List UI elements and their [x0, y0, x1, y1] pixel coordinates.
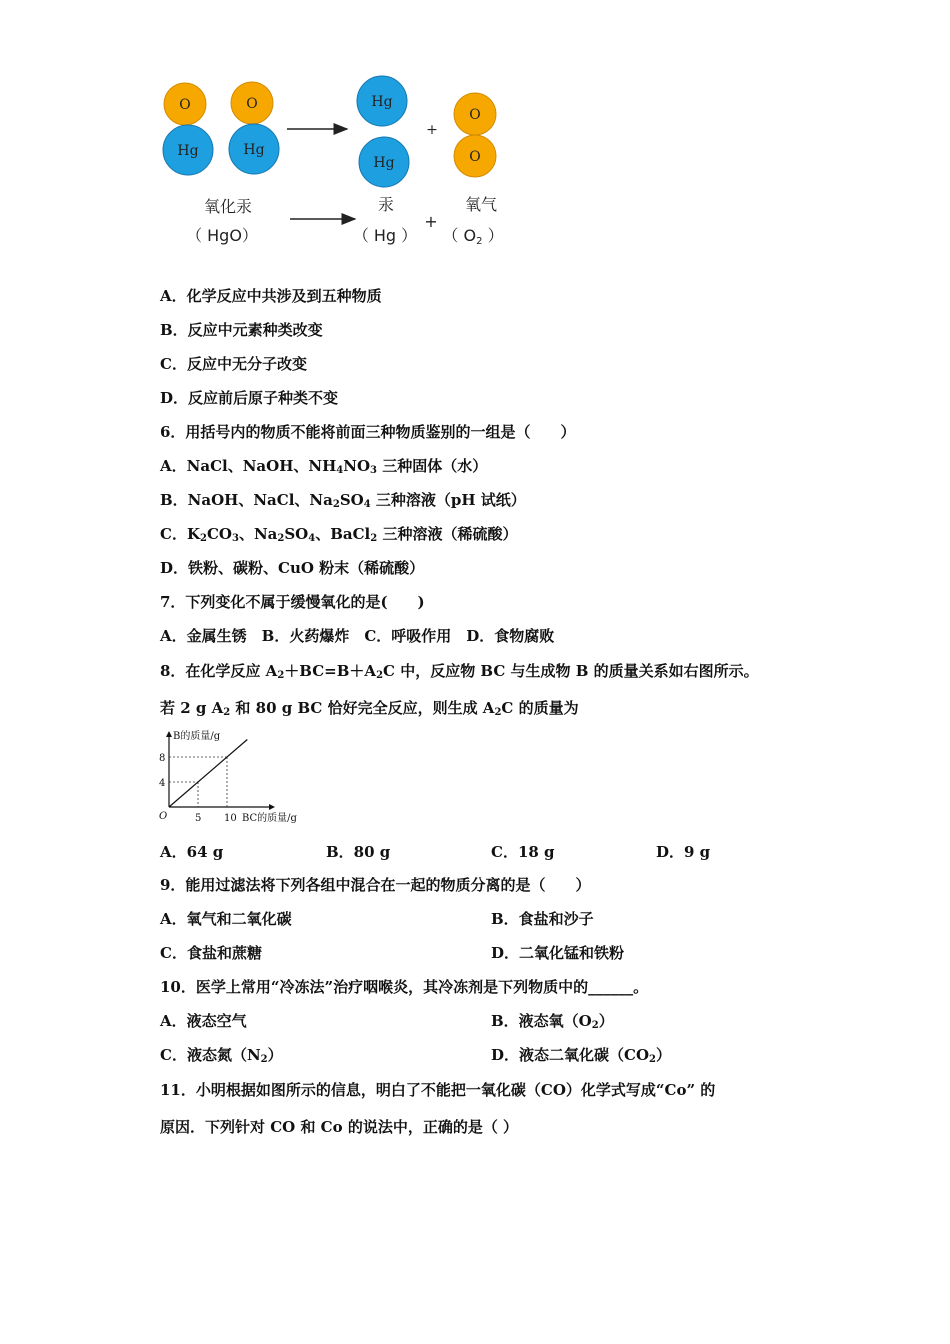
atom-label-hg: Hg	[373, 155, 395, 171]
q5-option-a: A．化学反应中共涉及到五种物质	[160, 287, 382, 305]
q8-stem-line1: 8．在化学反应 $A_2+BC=B+A_2C$ 中，反应物 BC 与生成物 B 的质量关系如右图所示。	[160, 662, 759, 681]
label-hgo-formula: （ HgO）	[186, 226, 258, 245]
label-o2-name: 氧气	[464, 195, 498, 214]
q6-option-a: A．NaCl、NaOH、$NH_4NO_3$ 三种固体（水）	[160, 457, 488, 476]
q10-option-a: A．液态空气	[160, 1012, 247, 1030]
atom-label-hg: Hg	[177, 143, 199, 159]
atom-label-o: O	[469, 107, 481, 123]
label-o2-formula: （ O2 ）	[442, 226, 504, 247]
origin-label: O	[159, 811, 168, 822]
x-tick-label: 5	[195, 813, 202, 824]
plus-sign: +	[426, 122, 438, 138]
q5-option-b: B．反应中元素种类改变	[160, 321, 323, 339]
q6-option-d: D．铁粉、碳粉、CuO 粉末（稀硫酸）	[160, 559, 425, 577]
x-tick-label: 10	[224, 813, 237, 824]
q9-option-a: A．氧气和二氧化碳	[160, 910, 292, 928]
q9-option-d: D．二氧化锰和铁粉	[491, 944, 625, 962]
q11-stem-line2: 原因．下列针对 CO 和 Co 的说法中，正确的是（ ）	[160, 1118, 519, 1136]
q7-stem: 7．下列变化不属于缓慢氧化的是( )	[160, 593, 425, 611]
q10-stem: 10．医学上常用“冷冻法”治疗咽喉炎，其冷冻剂是下列物质中的______。	[160, 978, 649, 996]
label-hg-name: 汞	[377, 195, 395, 214]
q10-option-b: B．液态氧$(O_2)$	[491, 1012, 614, 1031]
q7-options: A．金属生锈 B．火药爆炸 C．呼吸作用 D．食物腐败	[160, 627, 555, 645]
q6-option-b: B．NaOH、NaCl、$Na_2SO_4$ 三种溶液（pH 试纸）	[160, 491, 526, 510]
atom-label-o: O	[469, 149, 481, 165]
q11-stem-line1: 11．小明根据如图所示的信息，明白了不能把一氧化碳（CO）化学式写成“Co” 的	[160, 1081, 716, 1099]
q10-option-d: D．液态二氧化碳$(CO_2)$	[491, 1046, 671, 1065]
label-hg-formula: （ Hg ）	[352, 226, 418, 245]
y-axis-label: B的质量/g	[173, 731, 221, 742]
q5-option-c: C．反应中无分子改变	[160, 355, 307, 373]
q8-option-c: C．18 g	[491, 843, 555, 861]
atom-label-hg: Hg	[243, 142, 265, 158]
reaction-diagram	[155, 70, 515, 255]
y-tick-label: 8	[159, 753, 166, 764]
q6-stem: 6．用括号内的物质不能将前面三种物质鉴别的一组是（ ）	[160, 423, 576, 441]
plus-sign: +	[424, 212, 438, 231]
y-tick-label: 4	[159, 778, 166, 789]
q6-option-c: C．$K_2CO_3$、$Na_2SO_4$、BaCl$_2$ 三种溶液（稀硫酸）	[160, 525, 518, 544]
q8-option-d: D．9 g	[656, 843, 711, 861]
q8-stem-line2: 若 2 g $A_2$ 和 80 g BC 恰好完全反应，则生成 $A_2C$ 的质量为	[160, 699, 579, 718]
y-axis-arrow	[166, 731, 172, 737]
x-axis-arrow	[269, 804, 275, 810]
atom-label-hg: Hg	[371, 94, 393, 110]
q10-option-c: C．液态氮$(N_2)$	[160, 1046, 283, 1065]
label-hgo-name: 氧化汞	[203, 197, 253, 216]
atom-label-o: O	[179, 97, 191, 113]
atom-label-o: O	[246, 96, 258, 112]
q9-option-c: C．食盐和蔗糖	[160, 944, 262, 962]
x-axis-label: BC的质量/g	[242, 813, 297, 824]
q8-mass-chart	[155, 726, 315, 828]
q9-option-b: B．食盐和沙子	[491, 910, 594, 928]
q8-option-a: A．64 g	[160, 843, 224, 861]
series-line	[169, 740, 247, 808]
q9-stem: 9．能用过滤法将下列各组中混合在一起的物质分离的是（ ）	[160, 876, 591, 894]
q8-option-b: B．80 g	[326, 843, 391, 861]
q5-option-d: D．反应前后原子种类不变	[160, 389, 339, 407]
